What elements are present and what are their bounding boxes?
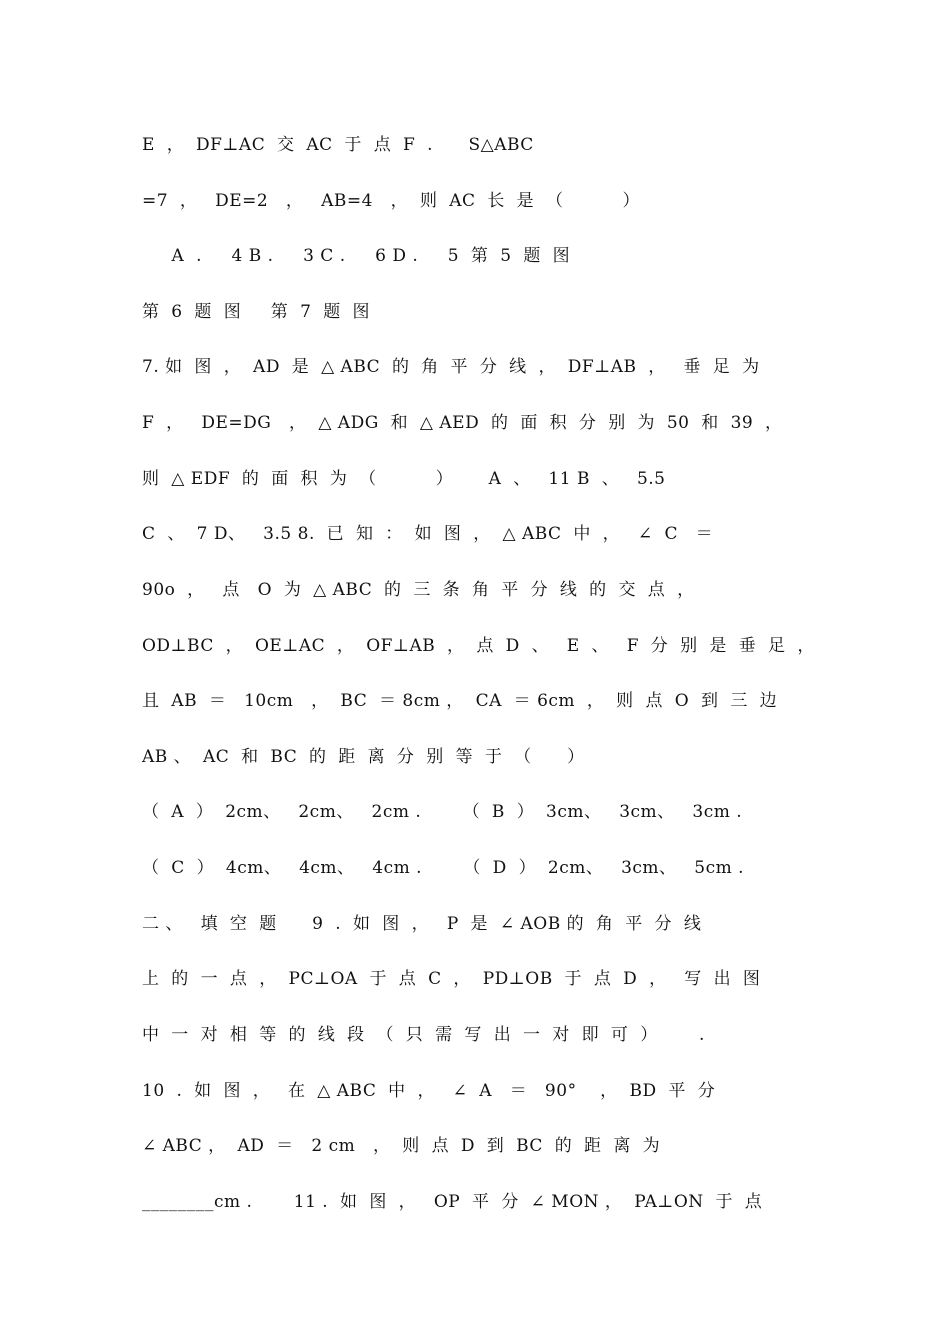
text-line-4: 第 6 题 图 第 7 题 图: [142, 302, 370, 322]
text-line-7: 则 △ EDF 的 面 积 为 （ ） A 、 11 B 、 5.5: [142, 469, 666, 489]
text-line-15: 二 、 填 空 题 9 . 如 图 ， P 是 ∠ AOB 的 角 平 分 线: [142, 914, 702, 934]
text-line-10: OD⊥BC ， OE⊥AC ， OF⊥AB ， 点 D 、 E 、 F 分 别 是 垂 足 ，: [142, 636, 815, 656]
text-line-12: AB 、 AC 和 BC 的 距 离 分 别 等 于 （ ）: [142, 747, 585, 767]
text-line-11: 且 AB ＝ 10cm ， BC ＝ 8cm ， CA ＝ 6cm ， 则 点 O 到 三 边: [142, 691, 778, 711]
text-line-13: （ A ） 2cm、 2cm、 2cm . （ B ） 3cm、 3cm、 3cm .: [142, 802, 743, 822]
text-line-18: 10 . 如 图 ， 在 △ ABC 中 ， ∠ A ＝ 90° ， BD 平 分: [142, 1081, 716, 1101]
text-line-19: ∠ ABC ， AD ＝ 2 cm ， 则 点 D 到 BC 的 距 离 为: [142, 1136, 661, 1156]
text-line-3: A . 4 B . 3 C . 6 D . 5 第 5 题 图: [142, 246, 571, 266]
text-line-8: C 、 7 D、 3.5 8. 已 知 ： 如 图 ， △ ABC 中 ， ∠ C ＝: [142, 524, 714, 544]
text-line-20: ________cm . 11 . 如 图 ， OP 平 分 ∠ MON ， PA⊥ON 于 点: [142, 1192, 763, 1212]
text-line-14: （ C ） 4cm、 4cm、 4cm . （ D ） 2cm、 3cm、 5cm .: [142, 858, 745, 878]
text-line-17: 中 一 对 相 等 的 线 段 （ 只 需 写 出 一 对 即 可 ） .: [142, 1025, 705, 1045]
text-line-5: 7. 如 图 ， AD 是 △ ABC 的 角 平 分 线 ， DF⊥AB ， 垂 足 为: [142, 357, 760, 377]
text-line-2: =7 ， DE=2 ， AB=4 ， 则 AC 长 是 （ ）: [142, 191, 641, 211]
text-line-1: E ， DF⊥AC 交 AC 于 点 F . S△ABC: [142, 135, 534, 155]
text-line-6: F ， DE=DG ， △ ADG 和 △ AED 的 面 积 分 别 为 50 和 39 ，: [142, 413, 783, 433]
text-line-9: 90o ， 点 O 为 △ ABC 的 三 条 角 平 分 线 的 交 点 ，: [142, 580, 695, 600]
text-line-16: 上 的 一 点 ， PC⊥OA 于 点 C ， PD⊥OB 于 点 D ， 写 出 图: [142, 969, 761, 989]
